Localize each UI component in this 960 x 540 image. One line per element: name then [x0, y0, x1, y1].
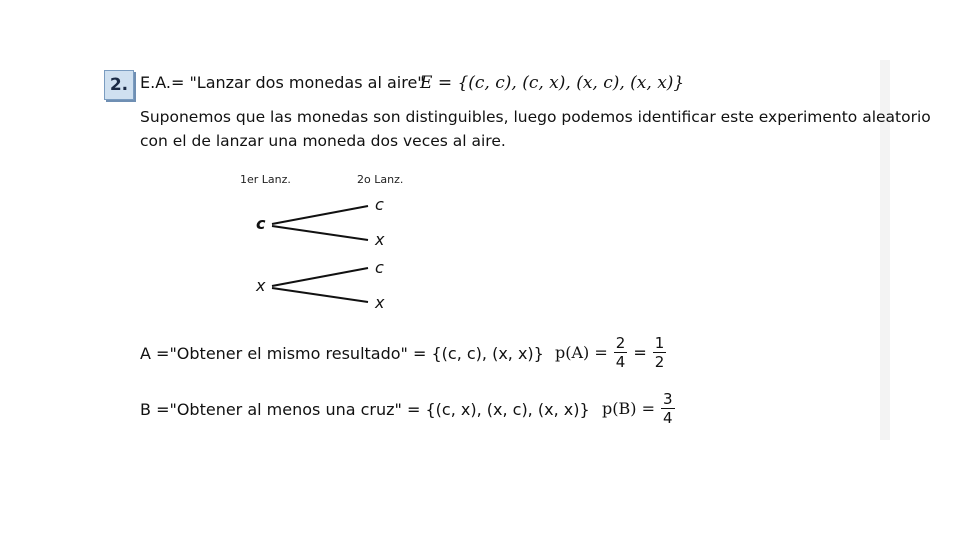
event-a-probability: [555, 334, 668, 371]
event-a-fraction-1: [614, 334, 628, 371]
item-number: 2.: [109, 75, 129, 95]
event-b-probability: [602, 390, 677, 427]
event-b-definition: B ="Obtener al menos una cruz" = {(c, x), (x, c), (x, x)}: [140, 400, 590, 419]
event-a-frac1-num: 2: [615, 334, 626, 352]
branch-c-x: [272, 226, 368, 240]
paragraph-line-2: con el de lanzar una moneda dos veces al aire.: [140, 132, 506, 150]
branch-c-c: [272, 206, 368, 224]
tree-root-x: x: [256, 276, 266, 295]
event-b-fraction: [661, 390, 675, 427]
event-a-equals: =: [633, 343, 647, 362]
tree-root-c: c: [256, 214, 266, 233]
event-a-definition: A ="Obtener el mismo resultado" = {(c, c), (x, x)}: [140, 344, 544, 363]
tree-leaf-cc: c: [375, 195, 384, 214]
paragraph-line-1: Suponemos que las monedas son distinguibles, luego podemos identificar este experimento aleatorio: [140, 108, 931, 126]
event-b-frac-num: 3: [662, 390, 673, 408]
tree-leaf-xx: x: [375, 293, 385, 312]
event-a-prob-label: p(A) =: [555, 343, 608, 362]
branch-x-c: [272, 268, 368, 286]
tree-leaf-cx: x: [375, 230, 385, 249]
event-a-frac2-den: 2: [654, 353, 665, 371]
event-b-frac-den: 4: [662, 409, 673, 427]
tree-header-first: 1er Lanz.: [240, 173, 291, 186]
event-a-frac2-num: 1: [654, 334, 665, 352]
event-a-frac1-den: 4: [615, 353, 626, 371]
tree-leaf-xc: c: [375, 258, 384, 277]
event-a-fraction-2: [653, 334, 667, 371]
sample-space: E = {(c, c), (c, x), (x, c), (x, x)}: [420, 73, 685, 93]
tree-header-second: 2o Lanz.: [357, 173, 404, 186]
event-b-prob-label: p(B) =: [602, 399, 655, 418]
experiment-label: E.A.= "Lanzar dos monedas al aire": [140, 73, 425, 92]
branch-x-x: [272, 288, 368, 302]
